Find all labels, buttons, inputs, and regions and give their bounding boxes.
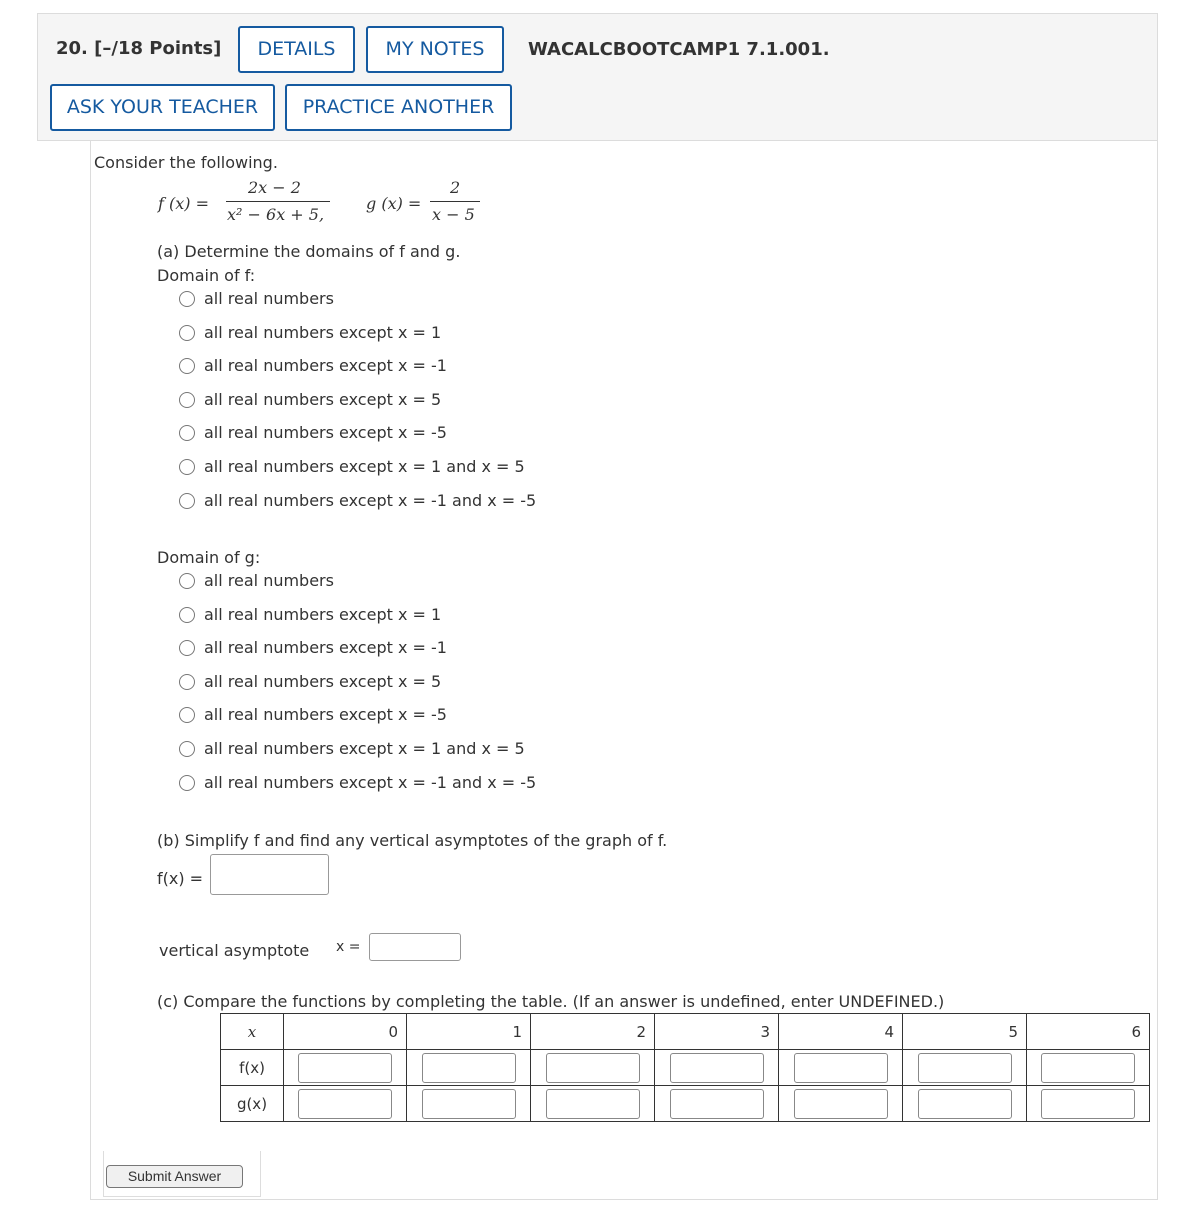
f-value-input[interactable] [670, 1053, 764, 1083]
domain-g-option-label-0: all real numbers [204, 571, 334, 590]
domain-f-radio-0[interactable] [179, 291, 195, 307]
g-definition-label: g (x) = [366, 194, 422, 213]
question-points: [–/18 Points] [94, 38, 222, 59]
f-cell [531, 1050, 655, 1086]
intro-text: Consider the following. [94, 153, 278, 172]
table-row-g [221, 1086, 1150, 1122]
f-cell [903, 1050, 1027, 1086]
x-value-cell: 6 [1027, 1014, 1150, 1050]
domain-g-option-label-3: all real numbers except x = 5 [204, 672, 442, 691]
f-value-input[interactable] [918, 1053, 1012, 1083]
f-cell [1027, 1050, 1150, 1086]
domain-f-option-label-6: all real numbers except x = -1 and x = -5 [204, 491, 537, 510]
part-c-prompt: (c) Compare the functions by completing the table. (If an answer is undefined, enter UNDEFINED.) [157, 992, 945, 1011]
part-b-prompt: (b) Simplify f and find any vertical asymptotes of the graph of f. [157, 831, 668, 850]
domain-g-option-label-6: all real numbers except x = -1 and x = -5 [204, 773, 537, 792]
practice-another-button[interactable]: PRACTICE ANOTHER [285, 84, 512, 131]
g-denominator: x − 5 [432, 205, 475, 224]
f-cell [284, 1050, 407, 1086]
f-definition-label: f (x) = [158, 194, 210, 213]
vertical-asymptote-label: vertical asymptote [159, 941, 310, 960]
x-value-cell: 1 [407, 1014, 531, 1050]
domain-g-label: Domain of g: [157, 548, 261, 567]
domain-g-radio-5[interactable] [179, 741, 195, 757]
f-denominator: x² − 6x + 5, [227, 205, 325, 224]
domain-f-radio-1[interactable] [179, 325, 195, 341]
domain-g-option-label-2: all real numbers except x = -1 [204, 638, 447, 657]
x-value-cell: 5 [903, 1014, 1027, 1050]
domain-g-radio-2[interactable] [179, 640, 195, 656]
domain-g-option-label-5: all real numbers except x = 1 and x = 5 [204, 739, 525, 758]
question-header [37, 13, 1158, 141]
f-cell [655, 1050, 779, 1086]
question-id: WACALCBOOTCAMP1 7.1.001. [528, 39, 830, 60]
domain-f-radio-2[interactable] [179, 358, 195, 374]
g-value-input[interactable] [794, 1089, 888, 1119]
x-value-cell: 3 [655, 1014, 779, 1050]
f-value-input[interactable] [546, 1053, 640, 1083]
table-row-f [221, 1050, 1150, 1086]
question-number-and-points [56, 38, 221, 59]
g-cell [407, 1086, 531, 1122]
f-cell [779, 1050, 903, 1086]
domain-f-radio-5[interactable] [179, 459, 195, 475]
g-cell [779, 1086, 903, 1122]
g-cell [284, 1086, 407, 1122]
x-value-cell: 2 [531, 1014, 655, 1050]
g-cell [903, 1086, 1027, 1122]
domain-f-option-label-2: all real numbers except x = -1 [204, 356, 447, 375]
my-notes-button[interactable]: MY NOTES [366, 26, 504, 73]
domain-f-label: Domain of f: [157, 266, 256, 285]
submit-answer-button[interactable]: Submit Answer [106, 1165, 243, 1188]
g-cell [655, 1086, 779, 1122]
g-numerator: 2 [450, 178, 461, 197]
domain-g-radio-6[interactable] [179, 775, 195, 791]
question-number: 20. [56, 38, 88, 59]
comparison-table [220, 1013, 1150, 1122]
domain-f-option-label-1: all real numbers except x = 1 [204, 323, 442, 342]
domain-g-radio-4[interactable] [179, 707, 195, 723]
g-value-input[interactable] [670, 1089, 764, 1119]
part-a-prompt: (a) Determine the domains of f and g. [157, 242, 461, 261]
f-cell [407, 1050, 531, 1086]
g-value-input[interactable] [918, 1089, 1012, 1119]
f-numerator: 2x − 2 [248, 178, 301, 197]
g-cell [531, 1086, 655, 1122]
domain-g-option-label-4: all real numbers except x = -5 [204, 705, 447, 724]
domain-f-radio-3[interactable] [179, 392, 195, 408]
x-equals-label: x = [336, 939, 361, 955]
fx-label: f(x) = [157, 869, 204, 888]
domain-f-option-label-3: all real numbers except x = 5 [204, 390, 442, 409]
row-header-f: f(x) [221, 1050, 284, 1086]
domain-g-radio-0[interactable] [179, 573, 195, 589]
table-row-x [221, 1014, 1150, 1050]
domain-g-radio-3[interactable] [179, 674, 195, 690]
g-cell [1027, 1086, 1150, 1122]
domain-f-option-label-0: all real numbers [204, 289, 334, 308]
details-button[interactable]: DETAILS [238, 26, 355, 73]
vertical-asymptote-input[interactable] [369, 933, 461, 961]
x-value-cell: 0 [284, 1014, 407, 1050]
g-value-input[interactable] [298, 1089, 392, 1119]
row-header-g: g(x) [221, 1086, 284, 1122]
domain-f-radio-4[interactable] [179, 425, 195, 441]
f-value-input[interactable] [422, 1053, 516, 1083]
f-value-input[interactable] [298, 1053, 392, 1083]
g-value-input[interactable] [1041, 1089, 1135, 1119]
domain-f-option-label-5: all real numbers except x = 1 and x = 5 [204, 457, 525, 476]
g-value-input[interactable] [546, 1089, 640, 1119]
domain-g-option-label-1: all real numbers except x = 1 [204, 605, 442, 624]
ask-your-teacher-button[interactable]: ASK YOUR TEACHER [50, 84, 275, 131]
f-value-input[interactable] [1041, 1053, 1135, 1083]
domain-f-radio-6[interactable] [179, 493, 195, 509]
f-value-input[interactable] [794, 1053, 888, 1083]
g-fraction-bar [430, 201, 480, 202]
row-header-x: x [221, 1014, 284, 1050]
x-value-cell: 4 [779, 1014, 903, 1050]
g-value-input[interactable] [422, 1089, 516, 1119]
domain-g-radio-1[interactable] [179, 607, 195, 623]
domain-f-option-label-4: all real numbers except x = -5 [204, 423, 447, 442]
f-fraction-bar [226, 201, 330, 202]
fx-answer-input[interactable] [210, 854, 329, 895]
